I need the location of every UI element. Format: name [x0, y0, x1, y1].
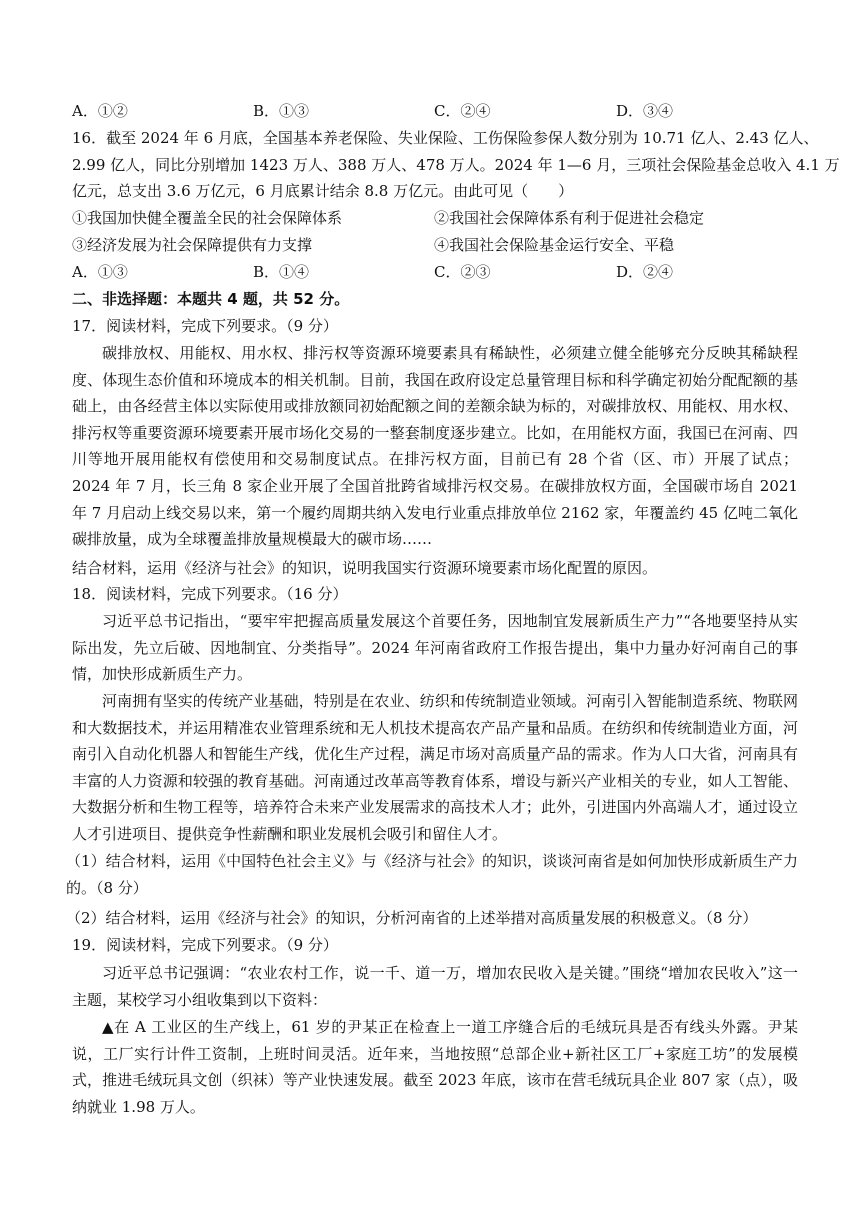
q16-stem-line-3: 亿元，总支出 3.6 万亿元，6 月底累计结余 8.8 万亿元。由此可见（ ）	[72, 182, 574, 200]
q16-statement-3: ③经济发展为社会保障提供有力支撑	[72, 236, 313, 254]
q19-title: 19．阅读材料，完成下列要求。（9 分）	[72, 936, 338, 954]
q19-material-2: ▲在 A 工业区的生产线上，61 岁的尹某正在检查上一道工序缝合后的毛绒玩具是否有线头外露。尹某说，工厂实行计件工资制，上班时间灵活。近年来，当地按照“总部企业+新社区工厂+家庭工坊”的发展模式，推进毛绒玩具文创（织袜）等产业快速发展。截至 2023 年底，该市在营毛绒玩具企业 807 家（点），吸纳就业 1.98 万人。	[72, 1018, 798, 1116]
q16-option-d: D．②④	[616, 263, 674, 281]
q16-stem-line-1: 16．截至 2024 年 6 月底，全国基本养老保险、失业保险、工伤保险参保人数分别为 10.71 亿人、2.43 亿人、	[72, 129, 819, 147]
q17-question: 结合材料，运用《经济与社会》的知识，说明我国实行资源环境要素市场化配置的原因。	[72, 559, 658, 577]
q16-statement-1: ①我国加快健全覆盖全民的社会保障体系	[72, 209, 343, 227]
section-heading: 二、非选择题：本题共 4 题，共 52 分。	[72, 290, 350, 308]
q15-option-a: A．①②	[72, 102, 128, 120]
q16-option-b: B．①④	[253, 263, 310, 281]
q16-option-c: C．②③	[434, 263, 491, 281]
q18-material-2: 河南拥有坚实的传统产业基础，特别是在农业、纺织和传统制造业领域。河南引入智能制造系统、物联网和大数据技术，并运用精准农业管理系统和无人机技术提高农产品产量和品质。在纺织和传统制造业方面，河南引入自动化机器人和智能生产线，优化生产过程，满足市场对高质量产品的需求。作为人口大省，河南具有丰富的人力资源和较强的教育基础。河南通过改革高等教育体系，增设与新兴产业相关的专业，如人工智能、大数据分析和生物工程等，培养符合未来产业发展需求的高技术人才；此外，引进国内外高端人才，通过设立人才引进项目、提供竞争性薪酬和职业发展机会吸引和留住人才。	[72, 692, 798, 843]
q16-option-a: A．①③	[72, 263, 128, 281]
q15-option-c: C．②④	[434, 102, 491, 120]
q16-statement-4: ④我国社会保险基金运行安全、平稳	[434, 236, 675, 254]
q16-stem-line-2: 2.99 亿人，同比分别增加 1423 万人、388 万人、478 万人。2024 年 1—6 月，三项社会保险基金总收入 4.1 万	[72, 156, 840, 174]
q18-subquestion-2: （2）结合材料，运用《经济与社会》的知识，分析河南省的上述举措对高质量发展的积极意义。（8 分）	[66, 909, 758, 927]
q18-subquestion-1: （1）结合材料，运用《中国特色社会主义》与《经济与社会》的知识，谈谈河南省是如何加快形成新质生产力的。（8 分）	[66, 852, 798, 897]
q16-statement-2: ②我国社会保障体系有利于促进社会稳定	[434, 209, 705, 227]
q18-title: 18．阅读材料，完成下列要求。（16 分）	[72, 585, 348, 603]
q17-title: 17．阅读材料，完成下列要求。（9 分）	[72, 317, 338, 335]
q18-material-1: 习近平总书记指出，“要牢牢把握高质量发展这个首要任务，因地制宜发展新质生产力”“各地要坚持从实际出发，先立后破、因地制宜、分类指导”。2024 年河南省政府工作报告提出，集中力量办好河南自己的事情，加快形成新质生产力。	[72, 612, 798, 684]
q17-material: 碳排放权、用能权、用水权、排污权等资源环境要素具有稀缺性，必须建立健全能够充分反映其稀缺程度、体现生态价值和环境成本的相关机制。目前，我国在政府设定总量管理目标和科学确定初始分配配额的基础上，由各经营主体以实际使用或排放额同初始配额之间的差额余缺为标的，对碳排放权、用能权、用水权、排污权等重要资源环境要素开展市场化交易的一整套制度逐步建立。比如，在用能权方面，我国已在河南、四川等地开展用能权有偿使用和交易制度试点。在排污权方面，目前已有 28 个省（区、市）开展了试点；2024 年 7 月，长三角 8 家企业开展了全国首批跨省域排污权交易。在碳排放权方面，全国碳市场自 2021 年 7 月启动上线交易以来，第一个履约周期共纳入发电行业重点排放单位 2162 家，年覆盖约 45 亿吨二氧化碳排放量，成为全球覆盖排放量规模最大的碳市场……	[72, 344, 798, 549]
q15-option-b: B．①③	[253, 102, 310, 120]
q19-material-1: 习近平总书记强调：“农业农村工作，说一千、道一万，增加农民收入是关键。”围绕“增加农民收入”这一主题，某校学习小组收集到以下资料：	[72, 964, 798, 1009]
q15-option-d: D．③④	[616, 102, 674, 120]
